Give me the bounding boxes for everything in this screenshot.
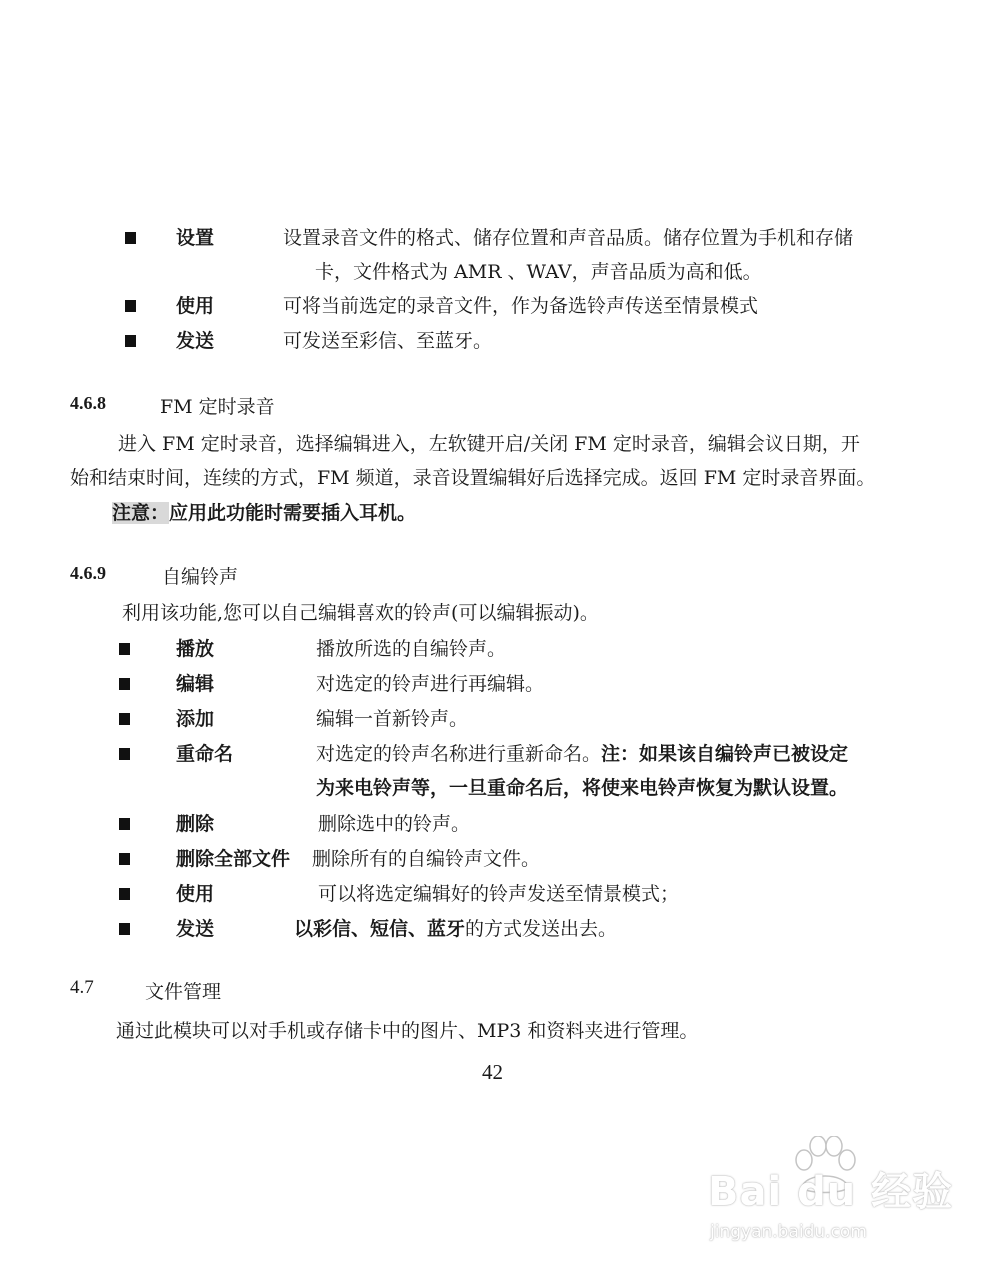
item-label: 设置 (176, 227, 215, 249)
item-note-cont: 为来电铃声等，一旦重命名后，将使来电铃声恢复为默认设置。 (316, 777, 849, 799)
bullet-icon (119, 888, 130, 900)
bullet-icon (125, 300, 136, 312)
bullet-icon (125, 335, 136, 347)
item-desc-bold: 以彩信、短信、蓝牙 (294, 918, 466, 940)
bullet-icon (119, 818, 130, 830)
section-title: 文件管理 (145, 981, 222, 1003)
note (112, 501, 416, 525)
baidu-watermark (700, 1130, 960, 1250)
item-desc: 删除所有的自编铃声文件。 (312, 848, 541, 870)
section-paragraph: 通过此模块可以对手机或存储卡中的图片、MP3 和资料夹进行管理。 (116, 1020, 699, 1042)
section-intro: 利用该功能,您可以自己编辑喜欢的铃声(可以编辑振动)。 (122, 602, 599, 624)
item-desc: 播放所选的自编铃声。 (316, 638, 507, 660)
item-label: 播放 (176, 638, 215, 660)
note-label: 注意： (112, 502, 170, 524)
item-desc-text: 对选定的铃声名称进行重新命名。 (316, 743, 602, 765)
watermark-logo: Bai du 经验 (708, 1169, 954, 1215)
item-desc: 可以将选定编辑好的铃声发送至情景模式； (318, 883, 680, 905)
item-label: 添加 (176, 708, 215, 730)
item-label: 使用 (176, 883, 215, 905)
bullet-icon (119, 678, 130, 690)
item-label: 删除全部文件 (176, 848, 291, 870)
item-note: 注：如果该自编铃声已被设定 (601, 743, 849, 765)
note-text: 应用此功能时需要插入耳机。 (169, 502, 417, 524)
section-title: 自编铃声 (162, 566, 239, 588)
item-desc: 可将当前选定的录音文件，作为备选铃声传送至情景模式 (283, 295, 759, 317)
item-desc: 设置录音文件的格式、储存位置和声音品质。储存位置为手机和存储 (283, 227, 854, 249)
bullet-icon (119, 853, 130, 865)
item-label: 重命名 (176, 743, 234, 765)
bullet-icon (119, 923, 130, 935)
section-title: FM 定时录音 (160, 396, 275, 418)
item-desc: 编辑一首新铃声。 (316, 708, 469, 730)
item-label: 发送 (176, 330, 215, 352)
section-number: 4.7 (70, 977, 94, 998)
watermark-url: jingyan.baidu.com (710, 1222, 867, 1242)
item-desc-cont: 卡，文件格式为 AMR 、WAV，声音品质为高和低。 (315, 261, 762, 283)
item-desc: 可发送至彩信、至蓝牙。 (283, 330, 493, 352)
section-number: 4.6.8 (70, 393, 106, 413)
paragraph-line: 进入 FM 定时录音，选择编辑进入，左软键开启/关闭 FM 定时录音，编辑会议日期，开 (118, 433, 860, 455)
item-label: 删除 (176, 813, 215, 835)
item-desc (294, 917, 617, 941)
section-number: 4.6.9 (70, 563, 106, 583)
bullet-icon (119, 713, 130, 725)
paragraph-line: 始和结束时间，连续的方式，FM 频道，录音设置编辑好后选择完成。返回 FM 定时录音界面。 (70, 467, 876, 489)
bullet-icon (119, 643, 130, 655)
item-label: 发送 (176, 918, 215, 940)
item-desc: 删除选中的铃声。 (318, 813, 471, 835)
bullet-icon (125, 232, 136, 244)
item-label: 使用 (176, 295, 215, 317)
item-desc-rest: 的方式发送出去。 (465, 918, 618, 940)
item-label: 编辑 (176, 673, 215, 695)
bullet-icon (119, 748, 130, 760)
item-desc: 对选定的铃声进行再编辑。 (316, 673, 545, 695)
page-number: 42 (482, 1060, 503, 1084)
item-desc (316, 742, 848, 766)
